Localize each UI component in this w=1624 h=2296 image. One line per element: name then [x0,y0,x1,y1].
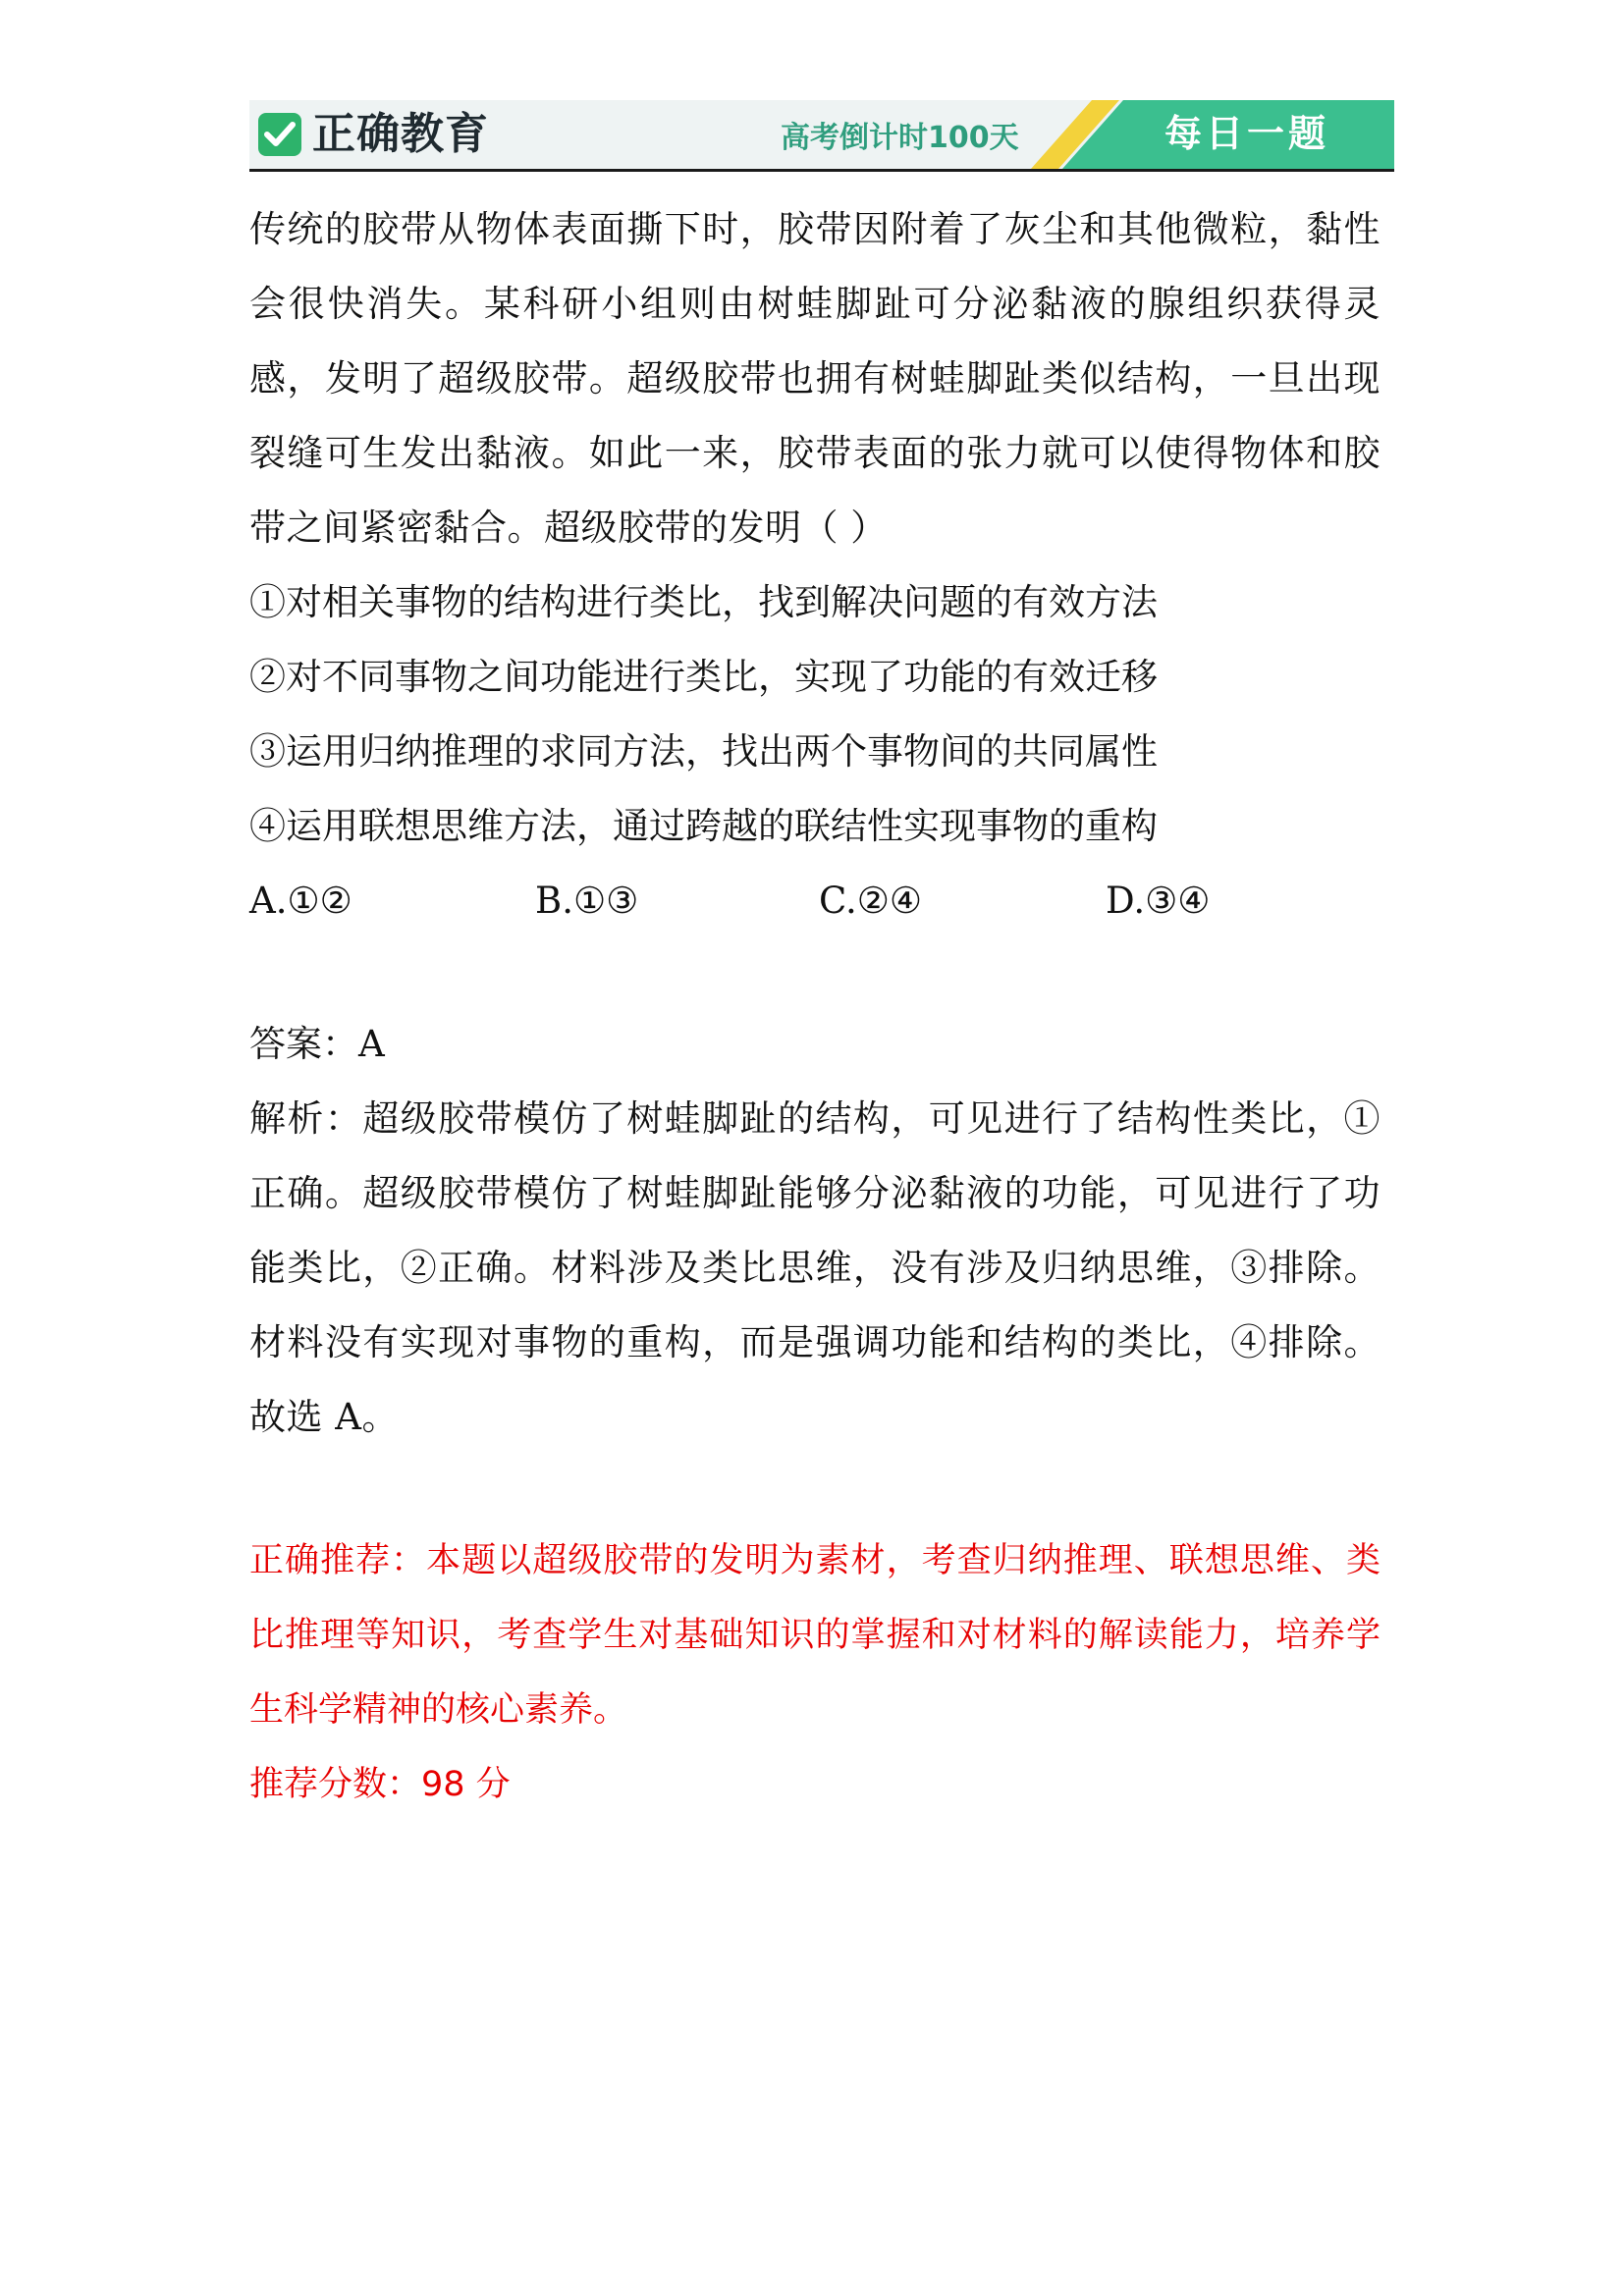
statement-2: ②对不同事物之间功能进行类比，实现了功能的有效迁移 [249,656,1158,698]
question-content [249,192,1380,1822]
answer-label: 答案：A [249,1023,385,1065]
daily-question-label: 每日一题 [1164,112,1329,155]
choice-d: D.③④ [1106,880,1211,922]
statement-1: ①对相关事物的结构进行类比，找到解决问题的有效方法 [249,581,1158,623]
brand-name: 正确教育 [312,109,489,159]
recommendation-score: 推荐分数：98 分 [249,1765,511,1804]
header-banner [249,100,1394,169]
header-divider [249,169,1394,172]
choice-a: A.①② [249,880,352,922]
checkmark-logo-icon [258,113,301,156]
statement-4: ④运用联想思维方法，通过跨越的联结性实现事物的重构 [249,805,1158,847]
countdown-label: 高考倒计时100天 [781,121,1019,155]
question-stem: 传统的胶带从物体表面撕下时，胶带因附着了灰尘和其他微粒，黏性会很快消失。某科研小组则由树蛙脚趾可分泌黏液的腺组织获得灵感，发明了超级胶带。超级胶带也拥有树蛙脚趾类似结构，一旦出现裂缝可生发出黏液。如此一来，胶带表面的张力就可以使得物体和胶带之间紧密黏合。超级胶带的发明（ ） [249,208,1380,549]
recommendation-text: 正确推荐：本题以超级胶带的发明为素材，考查归纳推理、联想思维、类比推理等知识，考查学生对基础知识的掌握和对材料的解读能力，培养学生科学精神的核心素养。 [249,1541,1380,1730]
answer-choices [249,864,1380,938]
choice-c: C.②④ [819,880,923,922]
statement-3: ③运用归纳推理的求同方法，找出两个事物间的共同属性 [249,730,1158,773]
choice-b: B.①③ [535,880,639,922]
answer-analysis: 解析：超级胶带模仿了树蛙脚趾的结构，可见进行了结构性类比，①正确。超级胶带模仿了树蛙脚趾能够分泌黏液的功能，可见进行了功能类比，②正确。材料涉及类比思维，没有涉及归纳思维，③排除。材料没有实现对事物的重构，而是强调功能和结构的类比，④排除。故选 A。 [249,1097,1380,1438]
